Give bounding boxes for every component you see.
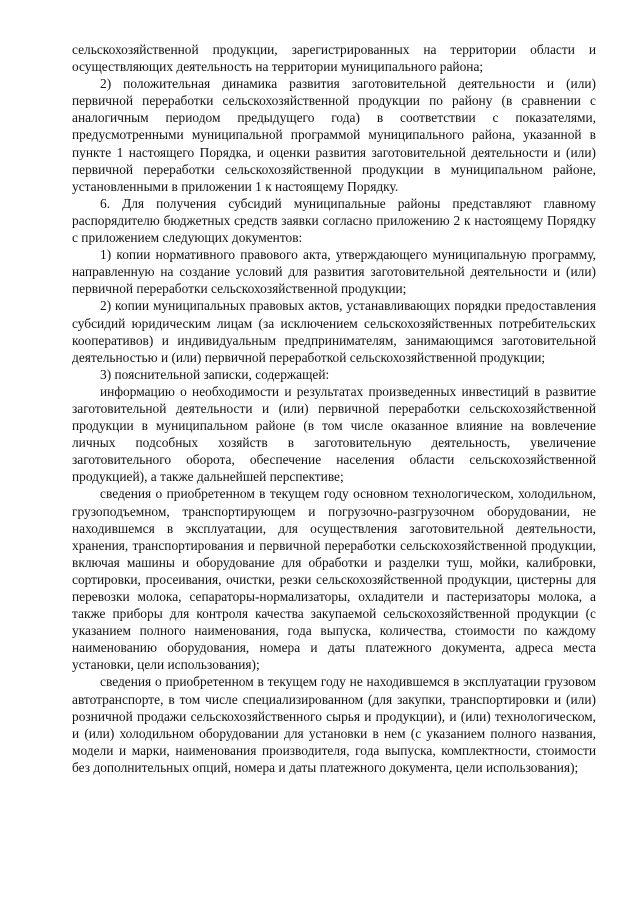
paragraph-investment-info: информацию о необходимости и результатах произведенных инвестиций в развитие заготовительной деятельности и (или) первичной переработки сельскохозяйственной продукции в муниципальном районе (в том числе оказанное влияние на вовлечение личных подсобных хозяйств в заготовительную деятельность, увеличение заготовительного оборота, обеспечение населения области сельскохозяйственной продукцией), а также дальнейшей перспективе; <box>72 383 596 485</box>
paragraph-doc-item-3: 3) пояснительной записки, содержащей: <box>100 366 330 382</box>
paragraph-doc-item-1: 1) копии нормативного правового акта, утверждающего муниципальную программу, направленную на создание условий для развития заготовительной деятельности и (или) первичной переработки сельскохозяйственной продукции; <box>72 247 596 297</box>
paragraph-item-2-dynamics: 2) положительная динамика развития заготовительной деятельности и (или) первичной переработки сельскохозяйственной продукции по району (в сравнении с аналогичным периодом предыдущего года) в соответствии с показателями, предусмотренными муниципальной программой муниципального района, указанной в пункте 1 настоящего Порядка, и оценки развития заготовительной деятельности и (или) первичной переработки сельскохозяйственной продукции в муниципальном районе, установленными в приложении 1 к настоящему Порядку. <box>72 76 596 194</box>
paragraph-equipment-info: сведения о приобретенном в текущем году основном технологическом, холодильном, грузоподъемном, транспортирующем и погрузочно-разгрузочном оборудовании, не находившемся в эксплуатации, для осуществления заготовительной деятельности, хранения, транспортирования и первичной переработки сельскохозяйственной продукции, включая машины и оборудование для обработки и разделки туш, мойки, калибровки, сортировки, просеивания, очистки, резки сельскохозяйственной продукции, цистерны для перевозки молока, сепараторы-нормализаторы, охладители и пастеризаторы молока, а также приборы для контроля качества закупаемой сельскохозяйственной продукции (с указанием полного наименования, года выпуска, количества, стоимости по каждому наименованию оборудования, номера и даты платежного документа, адреса места установки, цели использования); <box>72 486 596 673</box>
paragraph-doc-item-2: 2) копии муниципальных правовых актов, устанавливающих порядки предоставления субсидий юридическим лицам (за исключением сельскохозяйственных потребительских кооперативов) и индивидуальным предпринимателям, занимающимся заготовительной деятельностью и (или) первичной переработкой сельскохозяйственной продукции; <box>72 298 596 365</box>
paragraph-continuation: сельскохозяйственной продукции, зарегистрированных на территории области и осуществляющих деятельность на территории муниципального района; <box>72 42 596 75</box>
paragraph-transport-info: сведения о приобретенном в текущем году не находившемся в эксплуатации грузовом автотранспорте, в том числе специализированном (для закупки, транспортировки и (или) розничной продажи сельскохозяйственного сырья и продукции), и (или) технологическом, и (или) холодильном оборудовании для установки в нем (с указанием полного названия, модели и марки, наименования производителя, года выпуска, комплектности, стоимости без дополнительных опций, номера и даты платежного документа, цели использования); <box>72 674 596 775</box>
paragraph-point-6: 6. Для получения субсидий муниципальные районы представляют главному распорядителю бюджетных средств заявки согласно приложению 2 к настоящему Порядку с приложением следующих документов: <box>72 195 596 246</box>
